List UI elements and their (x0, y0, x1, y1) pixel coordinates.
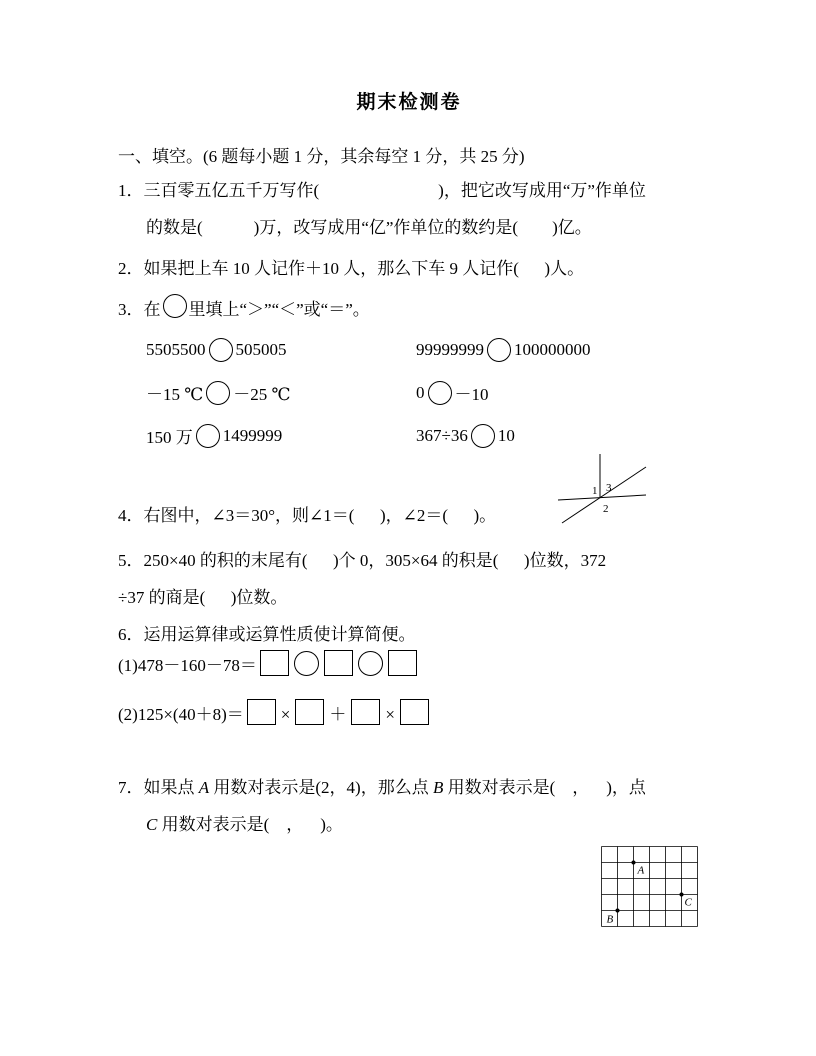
grid-point-label-c: C (684, 896, 692, 909)
times-sign: × (385, 705, 395, 724)
coordinate-grid-wrap (118, 845, 700, 929)
comparison-pair (146, 423, 416, 448)
answer-circle (487, 338, 511, 362)
answer-circle (471, 424, 495, 448)
compare-right-value: 505005 (235, 339, 287, 359)
compare-right-value: －25 ℃ (233, 385, 291, 404)
answer-circle (428, 381, 452, 405)
question-3-intro (118, 291, 700, 328)
compare-right-value: －10 (454, 385, 489, 404)
question-2: 2．如果把上车 10 人记作＋10 人，那么下车 9 人记作( )人。 (118, 259, 585, 278)
q7-text: 用数对表示是( ， )。 (157, 815, 343, 834)
q1-line2: 的数是( )万，改写成用“亿”作单位的数约是( )亿。 (146, 218, 592, 237)
question-6-intro: 6．运用运算律或运算性质使计算简便。 (118, 625, 416, 644)
answer-box (400, 699, 429, 725)
q1-line1: 1．三百零五亿五千万写作( )，把它改写成用“万”作单位 (118, 181, 646, 200)
comparison-pair (146, 380, 416, 405)
q3-intro-before: 3．在 (118, 300, 161, 319)
angle-diagram (556, 451, 648, 525)
grid-point-label-b: B (606, 913, 614, 926)
compare-left-value: 367÷36 (416, 425, 468, 445)
answer-box (388, 650, 417, 676)
grid-point-label-a: A (637, 864, 645, 877)
q3-intro-after: 里填上“＞”“＜”或“＝”。 (188, 300, 370, 319)
point-a-ref: A (198, 778, 210, 797)
q7-line1 (118, 769, 700, 806)
comparison-pair (146, 338, 416, 362)
question-4 (118, 482, 700, 534)
q6-equation-1 (118, 647, 700, 684)
point-c-ref: C (146, 815, 158, 834)
compare-right-value: 1499999 (222, 425, 283, 445)
coordinate-grid (600, 845, 700, 929)
section-header: 一、填空。(6 题每小题 1 分，其余每空 1 分，共 25 分) (118, 147, 525, 166)
q3-row-1 (118, 328, 700, 371)
answer-box (247, 699, 276, 725)
q4-text: 4．右图中，∠3＝30°，则∠1＝( )，∠2＝( )。 (118, 506, 497, 525)
comparison-pair (416, 380, 489, 405)
operator-circle (294, 651, 319, 676)
compare-left-value: 5505500 (146, 339, 206, 359)
comparison-pair (416, 338, 591, 362)
grid-point-a (632, 861, 636, 865)
fill-circle (163, 294, 187, 318)
angle-3-label: 3 (606, 482, 612, 494)
question-5 (118, 542, 700, 616)
angle-1-label: 1 (592, 485, 598, 497)
compare-right-value: 10 (497, 425, 515, 445)
answer-box (324, 650, 353, 676)
page-title: 期末检测卷 (356, 92, 462, 113)
compare-left-value: 99999999 (416, 339, 484, 359)
answer-box (351, 699, 380, 725)
compare-left-value: 150 万 (146, 428, 193, 447)
q7-text: 用数对表示是(2，4)，那么点 (209, 778, 433, 797)
q7-line2 (118, 806, 700, 843)
eq2-label: (2)125×(40＋8)＝ (118, 705, 244, 724)
plus-sign: ＋ (329, 705, 347, 724)
operator-circle (358, 651, 383, 676)
question-7 (118, 769, 700, 843)
q6-equation-2 (118, 696, 700, 733)
q7-text: 7．如果点 (118, 778, 199, 797)
eq1-label: (1)478－160－78＝ (118, 656, 257, 675)
answer-circle (196, 424, 220, 448)
comparison-pair (416, 424, 515, 448)
q5-line2: ÷37 的商是( )位数。 (118, 588, 288, 607)
answer-circle (209, 338, 233, 362)
answer-circle (206, 381, 230, 405)
compare-right-value: 100000000 (514, 339, 591, 359)
angle-2-label: 2 (603, 503, 609, 515)
q3-row-2 (118, 371, 700, 414)
point-b-ref: B (432, 778, 444, 797)
grid-point-c (680, 893, 684, 897)
compare-left-value: 0 (416, 382, 425, 402)
compare-left-value: －15 ℃ (146, 385, 204, 404)
grid-point-b (616, 909, 620, 913)
times-sign: × (280, 705, 291, 724)
q5-line1: 5．250×40 的积的末尾有( )个 0，305×64 的积是( )位数，372 (118, 551, 607, 570)
q7-text: 用数对表示是( ， )，点 (443, 778, 646, 797)
answer-box (295, 699, 324, 725)
answer-box (260, 650, 289, 676)
question-1 (118, 172, 700, 246)
